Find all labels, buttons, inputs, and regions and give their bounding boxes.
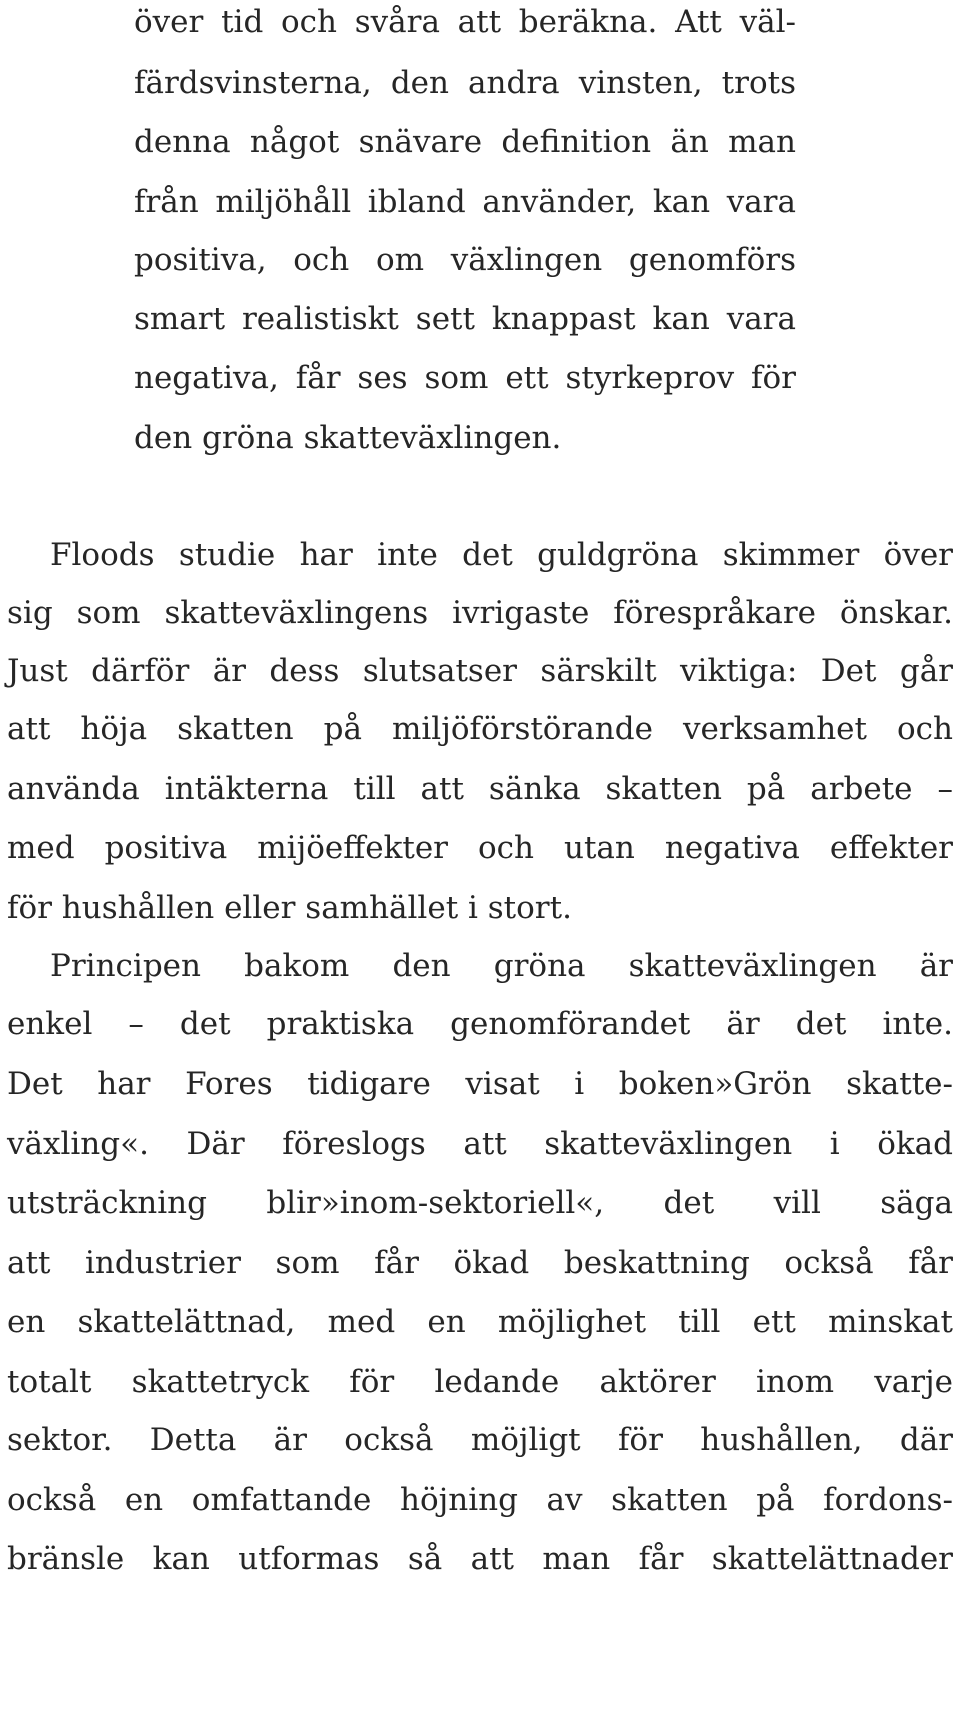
text-line-11: Just därför är dess slutsatser särskilt viktiga: Det går [7,653,953,689]
text-line-15: för hushållen eller samhället i stort. [7,890,572,926]
text-line-14: med positiva mijöeffekter och utan negativa effekter [7,830,953,866]
text-line-13: använda intäkterna till att sänka skatten på arbete – [7,771,953,807]
text-line-6: smart realistiskt sett knappast kan vara [134,301,796,337]
text-line-19: växling«. Där föreslogs att skatteväxlingen i ökad [7,1126,953,1162]
text-line-2: färdsvinsterna, den andra vinsten, trots [134,65,796,101]
text-line-9: Floods studie har inte det guldgröna skimmer över [50,537,953,573]
text-line-21: att industrier som får ökad beskattning också får [7,1245,953,1281]
text-line-10: sig som skatteväxlingens ivrigaste förespråkare önskar. [7,595,953,631]
text-line-7: negativa, får ses som ett styrkeprov för [134,360,796,396]
text-line-22: en skattelättnad, med en möjlighet till ett minskat [7,1304,953,1340]
text-line-5: positiva, och om växlingen genomförs [134,242,796,278]
text-line-1: över tid och svåra att beräkna. Att väl- [134,4,796,40]
text-line-18: Det har Fores tidigare visat i boken»Grön skatte- [7,1066,953,1102]
text-line-12: att höja skatten på miljöförstörande verksamhet och [7,711,953,747]
text-line-24: sektor. Detta är också möjligt för hushållen, där [7,1422,953,1458]
text-line-20: utsträckning blir»inom-sektoriell«, det vill säga [7,1185,953,1221]
text-line-3: denna något snävare definition än man [134,124,796,160]
text-line-8: den gröna skatteväxlingen. [134,420,562,456]
text-line-26: bränsle kan utformas så att man får skattelättnader [7,1541,953,1577]
text-line-25: också en omfattande höjning av skatten på fordons- [7,1482,953,1518]
text-line-16: Principen bakom den gröna skatteväxlingen är [50,948,953,984]
text-line-17: enkel – det praktiska genomförandet är det inte. [7,1006,953,1042]
text-line-4: från miljöhåll ibland använder, kan vara [134,184,796,220]
text-line-23: totalt skattetryck för ledande aktörer inom varje [7,1364,953,1400]
